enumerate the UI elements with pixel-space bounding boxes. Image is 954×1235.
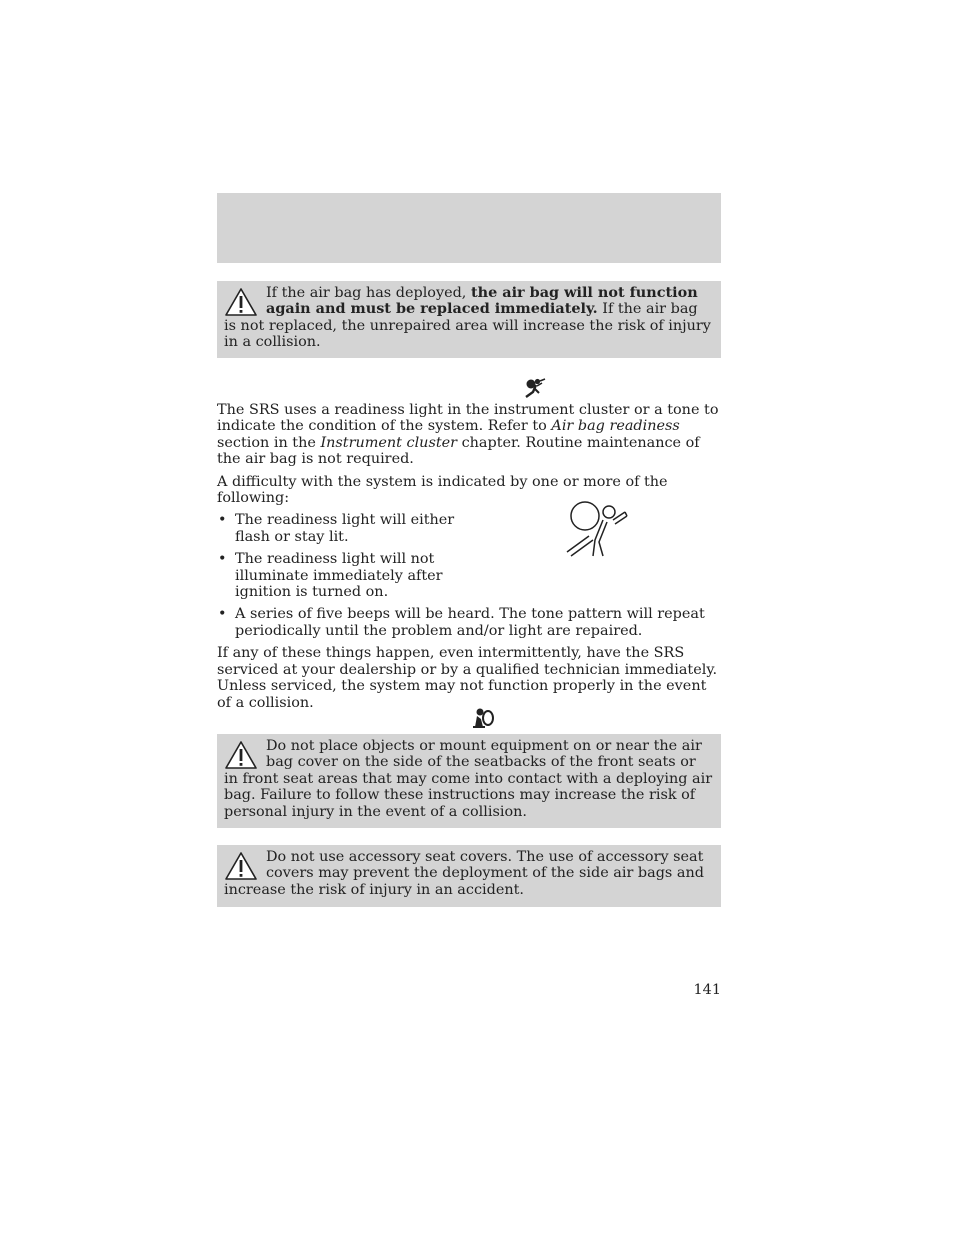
list-item: • The readiness light will either flash or stay lit. [217, 512, 460, 545]
srs-part3: chapter. Routine maintenance of the air bag is not required. [217, 434, 700, 468]
warning2-text: Do not place objects or mount equipment on or near the air bag cover on the side of the seatbacks of the front seats or in front seat areas that may come into contact with a deploying air bag. Failure to follow these instructions may increase the risk of personal injury in the event of a collision. [224, 738, 713, 820]
warning-box-airbag-deployed [217, 281, 721, 358]
srs-readiness-light-icon [563, 500, 629, 558]
warning-box-no-objects [217, 734, 721, 828]
srs-paragraph [217, 402, 721, 468]
srs-text-block [217, 402, 721, 717]
warning1-lead: If the air bag has deployed, [266, 285, 471, 301]
warning-triangle-icon [224, 740, 258, 770]
list-item: • The readiness light will not illuminate immediately after ignition is turned on. [217, 551, 460, 600]
header-band [217, 193, 721, 263]
side-airbag-icon [471, 707, 495, 729]
difficulty-list [217, 512, 721, 639]
warning-triangle-icon [224, 851, 258, 881]
airbag-readiness-ref: Air bag readiness [551, 418, 680, 435]
srs-part1: The SRS uses a readiness light in the instrument cluster or a tone to indicate the condition of the system. Refer to [217, 402, 719, 435]
service-paragraph: If any of these things happen, even intermittently, have the SRS serviced at your dealership or by a qualified technician immediately. Unless serviced, the system may not function properly in the event of a collision. [217, 645, 718, 711]
warning1-bold: the air bag will not function again and must be replaced immediately. [266, 284, 698, 318]
list-item: • A series of five beeps will be heard. The tone pattern will repeat periodically until the problem and/or light are repaired. [217, 606, 721, 639]
airbag-person-icon [524, 378, 546, 398]
difficulty-intro: A difficulty with the system is indicated by one or more of the following: [217, 473, 668, 507]
srs-part2: section in the [217, 434, 321, 451]
page-number: 141 [693, 982, 721, 998]
warning3-text: Do not use accessory seat covers. The use of accessory seat covers may prevent the deployment of the side air bags and increase the risk of injury in an accident. [224, 849, 704, 898]
instrument-cluster-ref: Instrument cluster [320, 434, 458, 451]
warning1-tail: If the air bag is not replaced, the unrepaired area will increase the risk of injury in a collision. [224, 301, 711, 351]
warning-triangle-icon [224, 287, 258, 317]
warning-box-seat-covers [217, 845, 721, 907]
